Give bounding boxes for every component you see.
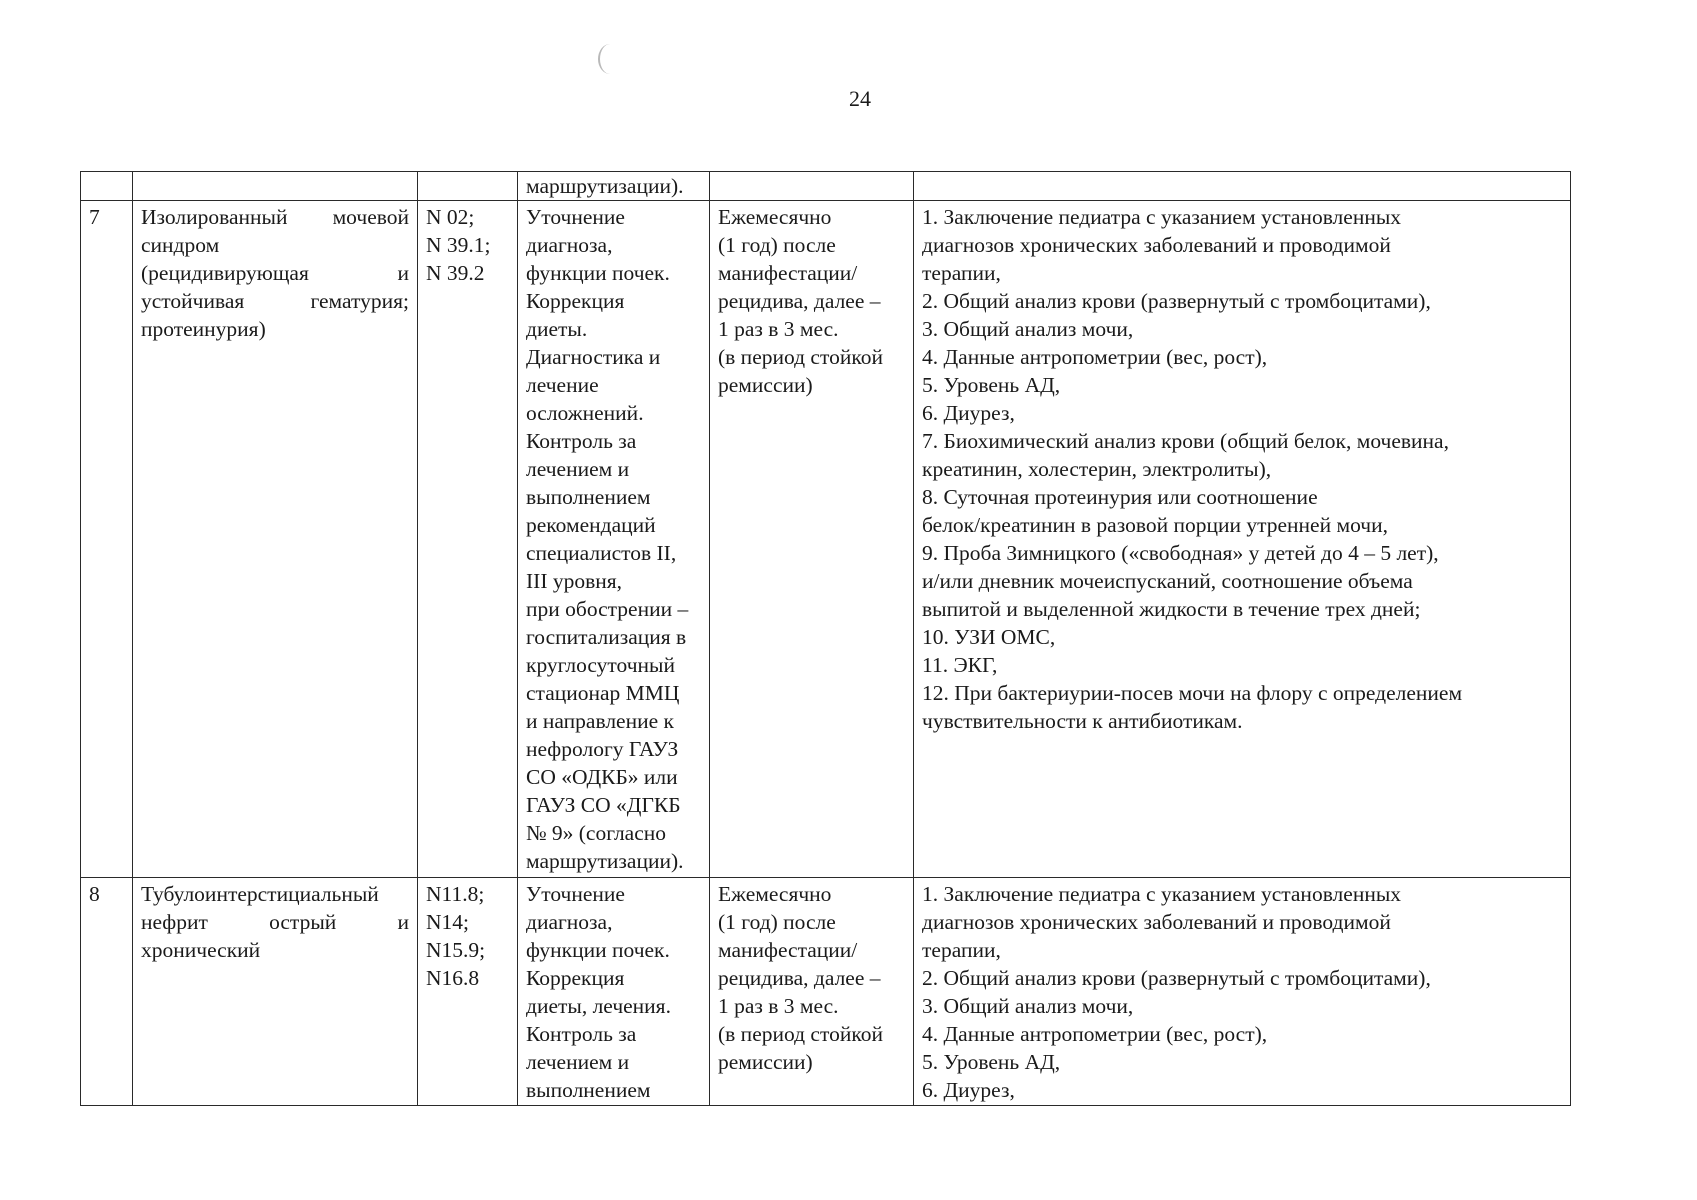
exam-line: 1. Заключение педиатра с указанием установленных bbox=[922, 205, 1402, 230]
exam-line: 12. При бактериурии-посев мочи на флору с определением bbox=[922, 681, 1463, 706]
exam-line: 3. Общий анализ мочи, bbox=[922, 317, 1134, 342]
exams-cell bbox=[914, 201, 1571, 878]
goals-line: № 9» (согласно bbox=[526, 821, 667, 846]
goals-line: нефрологу ГАУЗ bbox=[526, 737, 679, 762]
goals-cell bbox=[518, 878, 710, 1106]
goals-line: Уточнение bbox=[526, 882, 625, 907]
goals-line: круглосуточный bbox=[526, 653, 675, 678]
diagnosis-cell bbox=[133, 878, 418, 1106]
goals-line: Коррекция bbox=[526, 289, 625, 314]
frequency-line: (1 год) после bbox=[718, 910, 836, 935]
diagnosis-cell bbox=[133, 201, 418, 878]
goals-line: СО «ОДКБ» или bbox=[526, 765, 678, 790]
exam-line: терапии, bbox=[922, 261, 1001, 286]
frequency-line: манифестации/ bbox=[718, 261, 858, 286]
diagnosis-line: устойчивая гематурия; bbox=[141, 289, 409, 314]
table-row bbox=[81, 878, 1571, 1106]
goals-line: при обострении – bbox=[526, 597, 689, 622]
cell-codes bbox=[418, 172, 518, 201]
exam-line: 2. Общий анализ крови (развернутый с тромбоцитами), bbox=[922, 966, 1431, 991]
goals-line: лечение bbox=[526, 373, 599, 398]
goals-line: маршрутизации). bbox=[526, 849, 684, 874]
goals-line: Контроль за bbox=[526, 1022, 637, 1047]
exam-line: 6. Диурез, bbox=[922, 1078, 1015, 1103]
goals-line: Контроль за bbox=[526, 429, 637, 454]
exam-line: 4. Данные антропометрии (вес, рост), bbox=[922, 1022, 1268, 1047]
exam-line: белок/креатинин в разовой порции утренней мочи, bbox=[922, 513, 1388, 538]
exam-line: терапии, bbox=[922, 938, 1001, 963]
diagnosis-line: Тубулоинтерстициальный bbox=[141, 882, 379, 907]
goals-line: лечением и bbox=[526, 1050, 630, 1075]
exam-line: выпитой и выделенной жидкости в течение трех дней; bbox=[922, 597, 1421, 622]
goals-line: осложнений. bbox=[526, 401, 644, 426]
diagnosis-line: Изолированный мочевой bbox=[141, 205, 409, 230]
goals-line: Диагностика и bbox=[526, 345, 661, 370]
row-number: 8 bbox=[81, 878, 133, 1106]
icd-code: N 39.2 bbox=[426, 261, 485, 286]
goals-line: выполнением bbox=[526, 1078, 651, 1103]
goals-line: диеты. bbox=[526, 317, 588, 342]
goals-line: III уровня, bbox=[526, 569, 623, 594]
frequency-line: рецидива, далее – bbox=[718, 966, 881, 991]
icd-code: N14; bbox=[426, 910, 469, 935]
frequency-line: рецидива, далее – bbox=[718, 289, 881, 314]
goals-line: выполнением bbox=[526, 485, 651, 510]
exam-line: диагнозов хронических заболеваний и проводимой bbox=[922, 233, 1391, 258]
icd-codes-cell bbox=[418, 201, 518, 878]
observation-table bbox=[80, 171, 1571, 1106]
exam-line: чувствительности к антибиотикам. bbox=[922, 709, 1243, 734]
exam-line: 11. ЭКГ, bbox=[922, 653, 998, 678]
continued-row bbox=[81, 172, 1571, 201]
goals-line: госпитализация в bbox=[526, 625, 687, 650]
exam-line: креатинин, холестерин, электролиты), bbox=[922, 457, 1272, 482]
diagnosis-line: протеинурия) bbox=[141, 317, 266, 342]
goals-line: лечением и bbox=[526, 457, 630, 482]
exam-line: и/или дневник мочеиспусканий, соотношение объема bbox=[922, 569, 1413, 594]
goals-line: и направление к bbox=[526, 709, 674, 734]
goals-cell bbox=[518, 201, 710, 878]
frequency-line: Ежемесячно bbox=[718, 882, 832, 907]
exam-line: 9. Проба Зимницкого («свободная» у детей до 4 – 5 лет), bbox=[922, 541, 1439, 566]
exam-line: 10. УЗИ ОМС, bbox=[922, 625, 1056, 650]
cell-frequency bbox=[710, 172, 914, 201]
diagnosis-line: хронический bbox=[141, 938, 261, 963]
goals-line: диеты, лечения. bbox=[526, 994, 671, 1019]
goals-line: стационар ММЦ bbox=[526, 681, 680, 706]
frequency-line: ремиссии) bbox=[718, 1050, 813, 1075]
cell-diagnosis bbox=[133, 172, 418, 201]
icd-code: N16.8 bbox=[426, 966, 480, 991]
goals-line: рекомендаций bbox=[526, 513, 656, 538]
exam-line: 8. Суточная протеинурия или соотношение bbox=[922, 485, 1318, 510]
frequency-line: манифестации/ bbox=[718, 938, 858, 963]
diagnosis-line: (рецидивирующая и bbox=[141, 261, 409, 286]
frequency-line: 1 раз в 3 мес. bbox=[718, 317, 839, 342]
stage-tail-text: маршрутизации). bbox=[526, 174, 684, 198]
icd-code: N15.9; bbox=[426, 938, 486, 963]
icd-code: N 39.1; bbox=[426, 233, 491, 258]
icd-codes-cell bbox=[418, 878, 518, 1106]
exams-cell bbox=[914, 878, 1571, 1106]
table-row bbox=[81, 201, 1571, 878]
goals-line: функции почек. bbox=[526, 261, 670, 286]
frequency-line: (в период стойкой bbox=[718, 345, 883, 370]
diagnosis-line: синдром bbox=[141, 233, 220, 258]
goals-line: функции почек. bbox=[526, 938, 670, 963]
frequency-cell bbox=[710, 878, 914, 1106]
exam-line: 1. Заключение педиатра с указанием установленных bbox=[922, 882, 1402, 907]
cell-goals bbox=[518, 172, 710, 201]
frequency-cell bbox=[710, 201, 914, 878]
frequency-line: ремиссии) bbox=[718, 373, 813, 398]
page-number: 24 bbox=[849, 86, 871, 111]
goals-line: специалистов II, bbox=[526, 541, 677, 566]
frequency-line: (1 год) после bbox=[718, 233, 836, 258]
icd-code: N 02; bbox=[426, 205, 475, 230]
exam-line: 6. Диурез, bbox=[922, 401, 1015, 426]
exam-line: 5. Уровень АД, bbox=[922, 1050, 1061, 1075]
goals-line: диагноза, bbox=[526, 910, 613, 935]
exam-line: 4. Данные антропометрии (вес, рост), bbox=[922, 345, 1268, 370]
goals-line: диагноза, bbox=[526, 233, 613, 258]
cell-num bbox=[81, 172, 133, 201]
goals-line: ГАУЗ СО «ДГКБ bbox=[526, 793, 681, 818]
exam-line: диагнозов хронических заболеваний и проводимой bbox=[922, 910, 1391, 935]
goals-line: Коррекция bbox=[526, 966, 625, 991]
row-number: 7 bbox=[81, 201, 133, 878]
goals-line: Уточнение bbox=[526, 205, 625, 230]
exam-line: 5. Уровень АД, bbox=[922, 373, 1061, 398]
frequency-line: Ежемесячно bbox=[718, 205, 832, 230]
exam-line: 7. Биохимический анализ крови (общий белок, мочевина, bbox=[922, 429, 1449, 454]
exam-line: 3. Общий анализ мочи, bbox=[922, 994, 1134, 1019]
frequency-line: (в период стойкой bbox=[718, 1022, 883, 1047]
diagnosis-line: нефрит острый и bbox=[141, 910, 409, 935]
scan-artifact bbox=[598, 44, 622, 74]
exam-line: 2. Общий анализ крови (развернутый с тромбоцитами), bbox=[922, 289, 1431, 314]
icd-code: N11.8; bbox=[426, 882, 485, 907]
frequency-line: 1 раз в 3 мес. bbox=[718, 994, 839, 1019]
cell-exams bbox=[914, 172, 1571, 201]
